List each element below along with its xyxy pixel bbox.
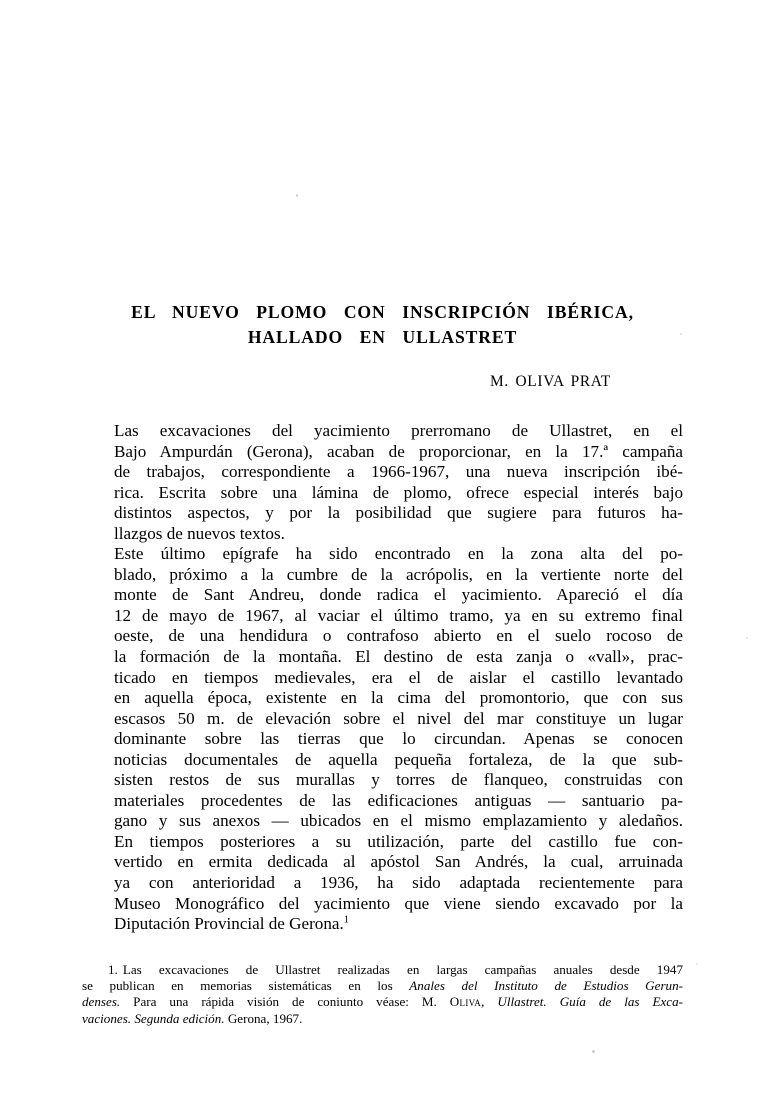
text-line: Este último epígrafe ha sido encontrado en la zona alta del po- xyxy=(114,544,683,564)
footnote-line xyxy=(82,994,683,1010)
footnote-italic-title: denses. xyxy=(82,994,121,1010)
text-line: En tiempos posteriores a su utilización, parte del castillo fue con- xyxy=(114,831,683,851)
text-line: 12 de mayo de 1967, al vaciar el último tramo, ya en su extremo final xyxy=(114,605,683,625)
text-line: monte de Sant Andreu, donde radica el yacimiento. Apareció el día xyxy=(114,585,683,605)
footnote-text: Las excavaciones de Ullastret realizadas en largas campañas anuales desde 1947 xyxy=(122,961,683,977)
footnote-italic-title: vaciones. Segunda edición. xyxy=(82,1010,225,1026)
text-line: distintos aspectos, y por la posibilidad que sugiere para futuros ha- xyxy=(114,503,683,523)
text-line: rica. Escrita sobre una lámina de plomo, ofrece especial interés bajo xyxy=(114,482,683,502)
text-line: llazgos de nuevos textos. xyxy=(114,523,285,543)
text-line: vertido en ermita dedicada al apóstol San Andrés, la cual, arruinada xyxy=(114,852,683,872)
text-line: Bajo Ampurdán (Gerona), acaban de proporcionar, en la 17.ª campaña xyxy=(114,441,683,461)
text-line: noticias documentales de aquella pequeña fortaleza, de la que sub- xyxy=(114,749,683,769)
footnote-line xyxy=(82,978,683,994)
footnote-line xyxy=(82,1011,683,1027)
footnote-author-smallcaps: Oliva xyxy=(449,994,482,1010)
scan-speck xyxy=(696,963,698,965)
text-line: oeste, de una hendidura o contrafoso abierto en el suelo rocoso de xyxy=(114,626,683,646)
page-title xyxy=(82,300,683,350)
title-line-1: EL NUEVO PLOMO CON INSCRIPCIÓN IBÉRICA, xyxy=(131,302,634,322)
text-line: de trabajos, correspondiente a 1966-1967, una nueva inscripción ibé- xyxy=(114,462,683,482)
footnote-text: , xyxy=(481,994,498,1010)
scan-speck xyxy=(592,1050,595,1053)
text-line-with-footnote-ref xyxy=(82,914,683,935)
text-line: en aquella época, existente en la cima del promontorio, que con sus xyxy=(114,688,683,708)
footnote-reference[interactable]: 1 xyxy=(343,914,350,926)
footnote-text: se publican en memorias sistemáticas en los xyxy=(82,978,410,994)
text-line: dominante sobre las tierras que lo circundan. Apenas se conocen xyxy=(114,729,683,749)
scan-speck xyxy=(746,637,748,639)
text-line: la formación de la montaña. El destino de esta zanja o «vall», prac- xyxy=(114,647,683,667)
text-line: gano y sus anexos — ubicados en el mismo emplazamiento y aledaños. xyxy=(114,811,683,831)
footnote-italic-title: Ullastret. Guía de las Exca- xyxy=(497,994,684,1010)
text-line: blado, próximo a la cumbre de la acrópolis, en la vertiente norte del xyxy=(114,564,683,584)
footnote-text: Para una rápida visión de coniunto véase: M. xyxy=(120,994,450,1010)
text-line: ya con anterioridad a 1936, ha sido adaptada recientemente para xyxy=(114,873,683,893)
title-line-2: HALLADO EN ULLASTRET xyxy=(247,327,518,347)
footnote-number: 1. xyxy=(108,961,118,977)
text-line: ticado en tiempos medievales, era el de aislar el castillo levantado xyxy=(114,667,683,687)
paragraph-1 xyxy=(82,421,683,544)
paragraph-2 xyxy=(82,544,683,934)
text-line: escasos 50 m. de elevación sobre el nivel del mar constituye un lugar xyxy=(114,708,683,728)
text-line: sisten restos de sus murallas y torres de flanqueo, construidas con xyxy=(114,770,683,790)
body-text xyxy=(82,421,683,935)
text-line: Diputación Provincial de Gerona. xyxy=(114,914,344,934)
footnote-italic-title: Anales del Instituto de Estudios Gerun- xyxy=(409,978,683,994)
text-column xyxy=(82,0,683,1027)
text-line: materiales procedentes de las edificaciones antiguas — santuario pa- xyxy=(114,790,683,810)
footnote-line xyxy=(82,962,683,978)
footnote-block xyxy=(82,962,683,1028)
text-line: Museo Monográfico del yacimiento que viene siendo excavado por la xyxy=(114,893,683,913)
text-line: Las excavaciones del yacimiento prerromano de Ullastret, en el xyxy=(114,421,683,440)
footnote-text: Gerona, 1967. xyxy=(224,1010,303,1026)
author-byline: M. OLIVA PRAT xyxy=(490,373,611,390)
